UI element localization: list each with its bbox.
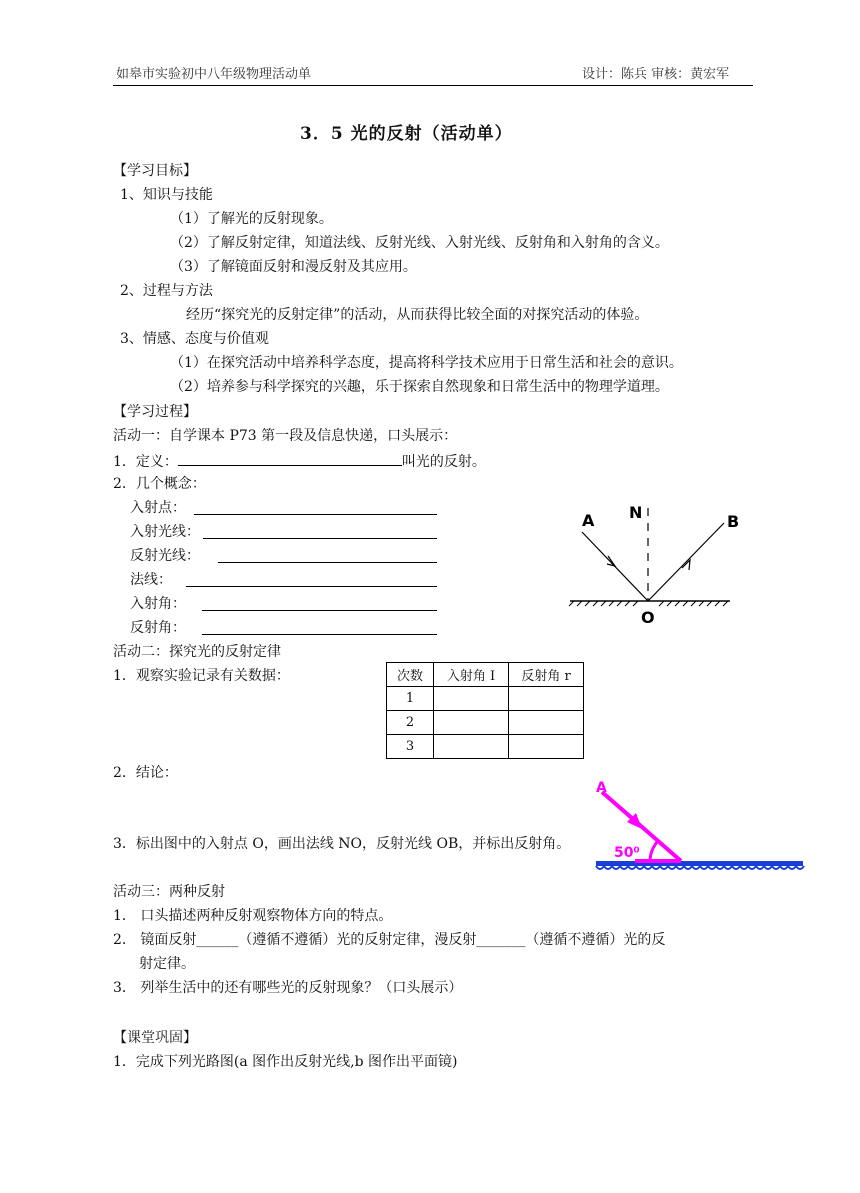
concept-blank[interactable] bbox=[186, 586, 437, 587]
table-cell-input[interactable] bbox=[434, 687, 509, 711]
header-rule bbox=[113, 85, 753, 86]
label-A: A bbox=[582, 511, 595, 530]
concept-blank[interactable] bbox=[218, 562, 437, 563]
table-header: 次数 bbox=[387, 663, 434, 687]
table-cell-input[interactable] bbox=[434, 711, 509, 735]
table-cell-input[interactable] bbox=[434, 735, 509, 759]
concept-item: 入射角： bbox=[130, 596, 186, 612]
activity1: 活动一：自学课本 P73 第一段及信息快递，口头展示： bbox=[113, 428, 458, 444]
a3-item: 1． 口头描述两种反射观察物体方向的特点。 bbox=[113, 908, 393, 924]
goals-item: （3）了解镜面反射和漫反射及其应用。 bbox=[170, 259, 417, 275]
goals-item: （2）培养参与科学探究的兴趣，乐于探索自然现象和日常生活中的物理学道理。 bbox=[170, 379, 669, 395]
a3-item: 射定律。 bbox=[139, 956, 195, 972]
definition-blank[interactable] bbox=[178, 451, 402, 466]
reflection-diagram bbox=[560, 500, 750, 630]
concept-item: 反射角： bbox=[130, 620, 186, 636]
concept-item: 入射光线： bbox=[130, 524, 200, 540]
angle-arc bbox=[650, 841, 658, 861]
table-cell-input[interactable] bbox=[509, 711, 584, 735]
label-B: B bbox=[727, 512, 740, 531]
table-row bbox=[387, 687, 584, 711]
concept-blank[interactable] bbox=[202, 610, 437, 611]
table-cell: 3 bbox=[387, 735, 434, 759]
concepts-heading: 2．几个概念： bbox=[113, 476, 206, 492]
table-header-row bbox=[387, 663, 584, 687]
concept-blank[interactable] bbox=[202, 634, 437, 635]
header-right: 设计：陈兵 审核：黄宏军 bbox=[582, 67, 730, 82]
label-O: O bbox=[641, 608, 655, 627]
process-heading: 【学习过程】 bbox=[113, 404, 197, 420]
table-cell-input[interactable] bbox=[509, 735, 584, 759]
mark-question: 3．标出图中的入射点 O，画出法线 NO，反射光线 OB，并标出反射角。 bbox=[113, 836, 571, 852]
goals-heading: 【学习目标】 bbox=[113, 163, 197, 179]
table-header: 入射角 I bbox=[434, 663, 509, 687]
concept-item: 法线： bbox=[130, 572, 172, 588]
observe-text: 1．观察实验记录有关数据： bbox=[113, 668, 290, 684]
a3-item: 3． 列举生活中的还有哪些光的反射现象？（口头展示） bbox=[113, 980, 463, 996]
concept-blank[interactable] bbox=[203, 538, 437, 539]
angle-diagram bbox=[590, 775, 805, 880]
a3-item: 2． 镜面反射______（遵循不遵循）光的反射定律，漫反射_______（遵循不遵循）光的反 bbox=[113, 932, 666, 948]
table-cell: 2 bbox=[387, 711, 434, 735]
goals-item: （1）了解光的反射现象。 bbox=[170, 211, 333, 227]
goals-item: （2）了解反射定律，知道法线、反射光线、入射光线、反射角和入射角的含义。 bbox=[170, 235, 669, 251]
angle-label: 50⁰ bbox=[614, 845, 640, 861]
table-row bbox=[387, 711, 584, 735]
goals-item: （1）在探究活动中培养科学态度，提高将科学技术应用于日常生活和社会的意识。 bbox=[170, 355, 683, 371]
page-title: 3．5 光的反射（活动单） bbox=[300, 124, 513, 144]
activity3: 活动三：两种反射 bbox=[113, 884, 225, 900]
consolidate-heading: 【课堂巩固】 bbox=[113, 1030, 197, 1046]
label-A: A bbox=[596, 780, 607, 796]
concept-item: 反射光线： bbox=[130, 548, 200, 564]
table-row bbox=[387, 735, 584, 759]
definition-prefix: 1．定义： bbox=[113, 454, 178, 470]
reflected-ray bbox=[648, 523, 724, 601]
goals-s3: 3、情感、态度与价值观 bbox=[120, 331, 269, 347]
table-cell: 1 bbox=[387, 687, 434, 711]
concept-blank[interactable] bbox=[194, 514, 437, 515]
goals-s1: 1、知识与技能 bbox=[120, 187, 213, 203]
label-N: N bbox=[629, 503, 643, 522]
mirror-hatching bbox=[596, 866, 804, 869]
conclusion-text: 2．结论： bbox=[113, 765, 178, 781]
incident-arrow bbox=[607, 556, 615, 566]
concept-item: 入射点： bbox=[130, 500, 186, 516]
header-left: 如皋市实验初中八年级物理活动单 bbox=[116, 67, 312, 82]
goals-s2: 2、过程与方法 bbox=[120, 283, 213, 299]
table-cell-input[interactable] bbox=[509, 687, 584, 711]
table-header: 反射角 r bbox=[509, 663, 584, 687]
definition-line bbox=[113, 451, 486, 471]
definition-suffix: 叫光的反射。 bbox=[401, 454, 486, 470]
activity2: 活动二：探究光的反射定律 bbox=[113, 644, 281, 660]
goals-s2-text: 经历“探究光的反射定律”的活动，从而获得比较全面的对探究活动的体验。 bbox=[186, 307, 649, 323]
consolidate-q1: 1．完成下列光路图(a 图作出反射光线,b 图作出平面镜) bbox=[113, 1054, 458, 1070]
data-table bbox=[386, 662, 584, 759]
